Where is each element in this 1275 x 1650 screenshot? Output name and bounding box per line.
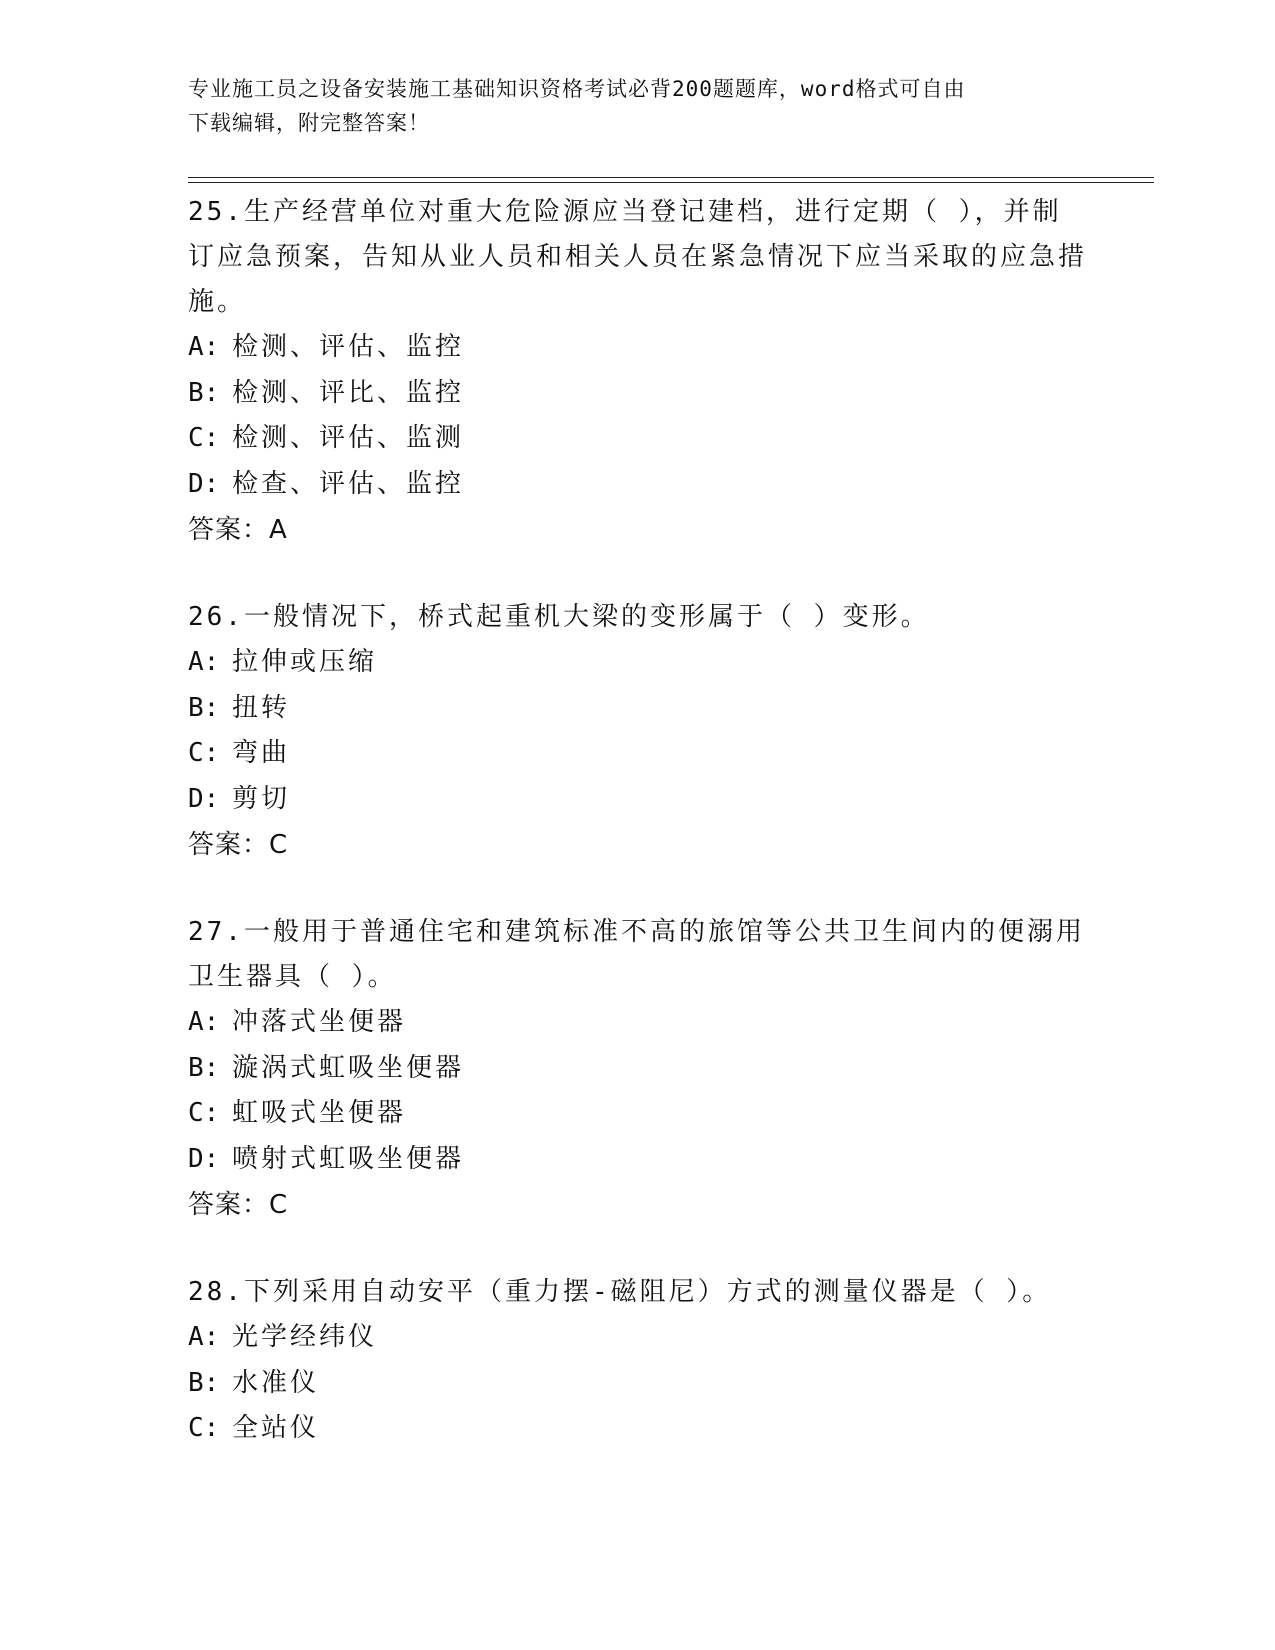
question-28 xyxy=(188,1270,1088,1452)
option-c xyxy=(188,1406,1088,1452)
option-letter: D: xyxy=(188,468,220,499)
header-line-2: 下载编辑，附完整答案！ xyxy=(188,111,430,135)
question-spacer xyxy=(188,868,1088,910)
question-text: 28.下列采用自动安平（重力摆-磁阻尼）方式的测量仪器是（ ）。 xyxy=(188,1277,1052,1307)
option-letter: A: xyxy=(188,1322,220,1352)
option-a xyxy=(188,1315,1088,1361)
option-text: 喷射式虹吸坐便器 xyxy=(232,1143,465,1174)
option-a xyxy=(188,325,1088,371)
option-text: 水准仪 xyxy=(232,1367,320,1398)
option-letter: A: xyxy=(188,332,220,362)
question-text: 27.一般用于普通住宅和建筑标准不高的旅馆等公共卫生间内的便溺用卫生器具（ ）。 xyxy=(188,917,1085,992)
option-text: 检测、评估、监测 xyxy=(232,423,465,453)
option-letter: C: xyxy=(188,738,220,768)
option-text: 剪切 xyxy=(232,783,291,814)
option-d xyxy=(188,1137,1088,1183)
option-letter: D: xyxy=(188,1143,220,1174)
option-text: 弯曲 xyxy=(232,738,291,768)
option-c xyxy=(188,731,1088,777)
question-25 xyxy=(188,190,1088,553)
option-letter: B: xyxy=(188,1052,220,1083)
question-27 xyxy=(188,910,1088,1228)
option-a xyxy=(188,1000,1088,1046)
option-text: 检测、评估、监控 xyxy=(232,332,465,362)
option-b xyxy=(188,1361,1088,1407)
question-text: 26.一般情况下，桥式起重机大梁的变形属于（ ）变形。 xyxy=(188,602,930,632)
option-text: 虹吸式坐便器 xyxy=(232,1098,407,1128)
option-text: 扭转 xyxy=(232,692,291,723)
answer-line: 答案：C xyxy=(188,830,289,860)
option-b xyxy=(188,1046,1088,1092)
option-letter: C: xyxy=(188,1098,220,1128)
option-letter: A: xyxy=(188,647,220,677)
option-letter: B: xyxy=(188,1367,220,1398)
question-text: 25.生产经营单位对重大危险源应当登记建档，进行定期（ ），并制订应急预案，告知从业人员和相关人员在紧急情况下应当采取的应急措施。 xyxy=(188,197,1088,317)
answer-line: 答案：A xyxy=(188,515,288,545)
question-list xyxy=(188,190,1088,1452)
option-letter: D: xyxy=(188,783,220,814)
document-header xyxy=(188,72,1088,140)
option-b xyxy=(188,686,1088,732)
option-a xyxy=(188,640,1088,686)
option-letter: C: xyxy=(188,1413,220,1443)
option-c xyxy=(188,416,1088,462)
option-text: 检查、评估、监控 xyxy=(232,468,465,499)
option-text: 拉伸或压缩 xyxy=(232,647,378,677)
option-text: 漩涡式虹吸坐便器 xyxy=(232,1052,465,1083)
option-letter: B: xyxy=(188,377,220,408)
question-26 xyxy=(188,595,1088,868)
option-text: 检测、评比、监控 xyxy=(232,377,465,408)
option-c xyxy=(188,1091,1088,1137)
header-divider-top xyxy=(188,177,1154,178)
option-d xyxy=(188,462,1088,508)
option-letter: A: xyxy=(188,1007,220,1037)
option-text: 全站仪 xyxy=(232,1413,320,1443)
answer-line: 答案：C xyxy=(188,1190,289,1220)
option-text: 冲落式坐便器 xyxy=(232,1007,407,1037)
option-b xyxy=(188,371,1088,417)
header-divider-bottom xyxy=(188,182,1154,183)
option-d xyxy=(188,777,1088,823)
header-line-1: 专业施工员之设备安装施工基础知识资格考试必背200题题库，word格式可自由 xyxy=(188,77,966,101)
question-spacer xyxy=(188,1228,1088,1270)
question-spacer xyxy=(188,553,1088,595)
option-text: 光学经纬仪 xyxy=(232,1322,378,1352)
option-letter: B: xyxy=(188,692,220,723)
option-letter: C: xyxy=(188,423,220,453)
